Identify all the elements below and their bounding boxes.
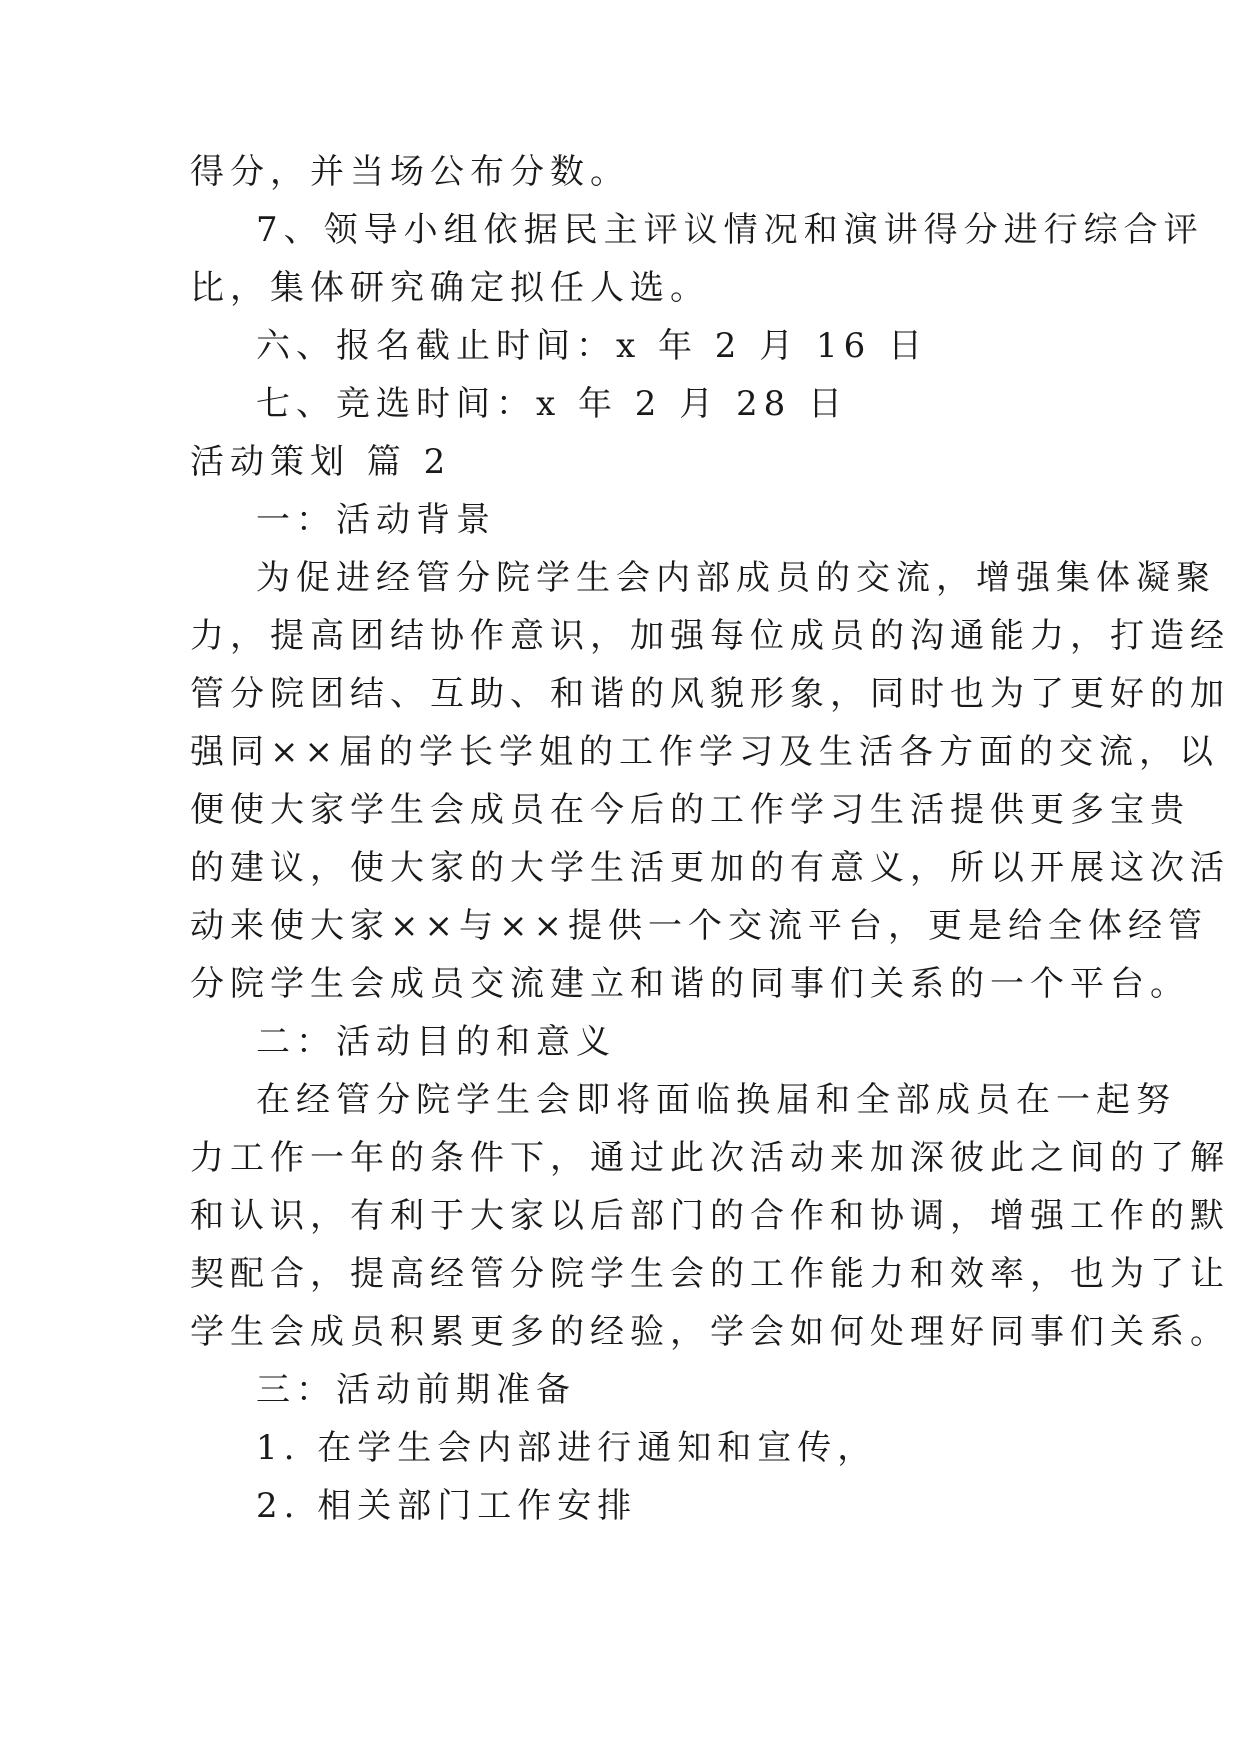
text-line: 在经管分院学生会即将面临换届和全部成员在一起努	[256, 1080, 1176, 1120]
text-line: 力工作一年的条件下，通过此次活动来加深彼此之间的了解	[190, 1138, 1230, 1178]
text-line: 分院学生会成员交流建立和谐的同事们关系的一个平台。	[190, 964, 1190, 1004]
text-line: 的建议，使大家的大学生活更加的有意义，所以开展这次活	[190, 848, 1230, 888]
text-line: 七、竞选时间：x 年 2 月 28 日	[256, 384, 849, 424]
text-line: 力，提高团结协作意识，加强每位成员的沟通能力，打造经	[190, 616, 1230, 656]
text-line: 动来使大家××与××提供一个交流平台，更是给全体经管	[190, 906, 1208, 946]
text-line: 比，集体研究确定拟任人选。	[190, 268, 710, 308]
subheading: 三：活动前期准备	[256, 1370, 576, 1410]
text-line: 契配合，提高经管分院学生会的工作能力和效率，也为了让	[190, 1254, 1230, 1294]
section-heading: 活动策划 篇 2	[190, 442, 452, 482]
text-line: 管分院团结、互助、和谐的风貌形象，同时也为了更好的加	[190, 674, 1230, 714]
subheading: 二：活动目的和意义	[256, 1022, 616, 1062]
text-line: 7、领导小组依据民主评议情况和演讲得分进行综合评	[256, 210, 1204, 250]
text-line: 得分，并当场公布分数。	[190, 152, 630, 192]
text-line: 和认识，有利于大家以后部门的合作和协调，增强工作的默	[190, 1196, 1230, 1236]
subheading: 一：活动背景	[256, 500, 496, 540]
text-line: 便使大家学生会成员在今后的工作学习生活提供更多宝贵	[190, 790, 1190, 830]
text-line: 六、报名截止时间：x 年 2 月 16 日	[256, 326, 929, 366]
text-line: 强同××届的学长学姐的工作学习及生活各方面的交流，以	[190, 732, 1219, 772]
list-item: 2. 相关部门工作安排	[256, 1486, 638, 1526]
list-item: 1. 在学生会内部进行通知和宣传，	[256, 1428, 878, 1468]
text-line: 学生会成员积累更多的经验，学会如何处理好同事们关系。	[190, 1312, 1230, 1352]
text-line: 为促进经管分院学生会内部成员的交流，增强集体凝聚	[256, 558, 1216, 598]
